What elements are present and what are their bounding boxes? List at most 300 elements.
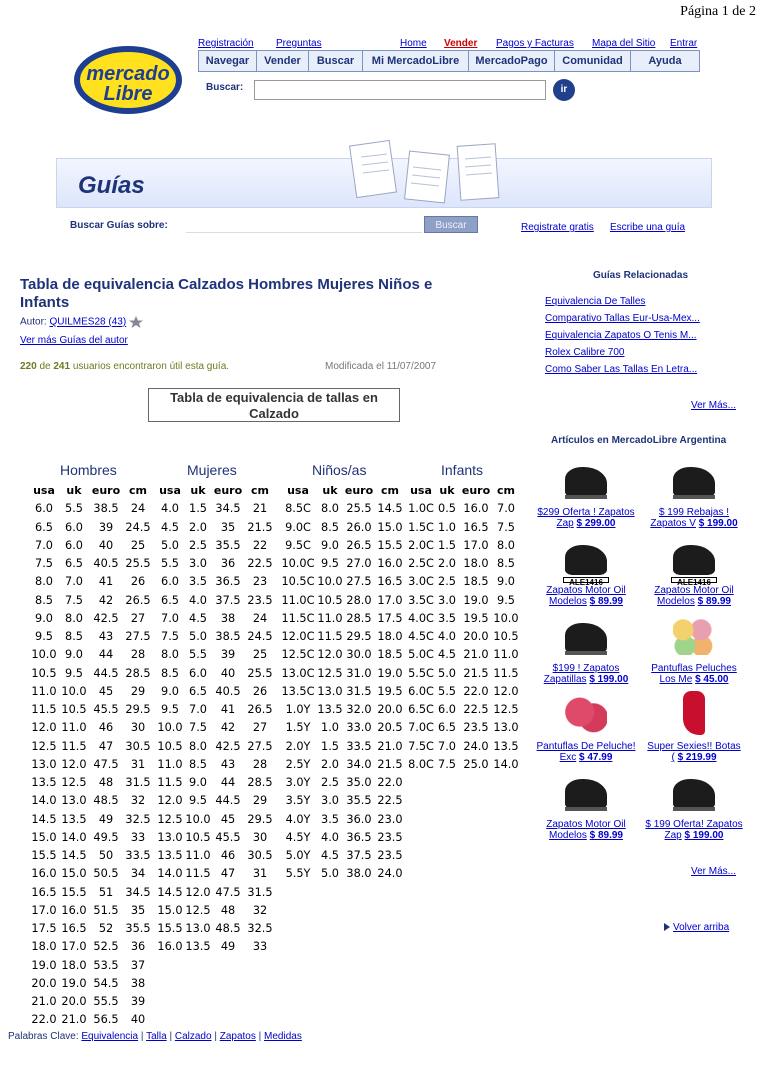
- table-cell: 10.0C: [281, 557, 315, 571]
- product-price[interactable]: $ 299.00: [576, 518, 616, 529]
- table-cell: 54.5: [93, 976, 119, 990]
- table-cell: 16.0: [31, 867, 57, 881]
- table-cell: 10.5C: [281, 575, 315, 589]
- nav-ayuda[interactable]: Ayuda: [648, 55, 682, 67]
- table-cell: 29.5: [247, 812, 273, 826]
- table-cell: 10.0: [185, 812, 211, 826]
- product-card[interactable]: [532, 611, 640, 685]
- shoe-icon[interactable]: [563, 455, 609, 505]
- boot-icon[interactable]: [671, 689, 717, 739]
- table-row: [155, 646, 275, 664]
- table-cell: 1.5Y: [285, 721, 311, 735]
- table-cell: 11.0: [185, 849, 211, 863]
- table-row: [279, 592, 405, 610]
- product-price[interactable]: $ 89.99: [589, 830, 623, 841]
- table-cell: 6.5: [65, 557, 83, 571]
- table-cell: 10.5: [185, 830, 211, 844]
- product-card[interactable]: [532, 767, 640, 841]
- table-cell: 36.0: [346, 812, 372, 826]
- column-header: uk: [66, 484, 82, 498]
- table-cell: 14.5: [377, 502, 403, 516]
- product-title[interactable]: $ 199 Rebajas !: [658, 507, 730, 518]
- table-cell: 7.0: [161, 611, 179, 625]
- table-cell: 1.0C: [408, 502, 434, 516]
- back-to-top[interactable]: Volver arriba: [664, 922, 729, 933]
- table-cell: 40.5: [215, 684, 241, 698]
- search-go-button[interactable]: ir: [553, 79, 575, 101]
- table-row: [28, 683, 152, 701]
- table-cell: 21.5: [377, 757, 403, 771]
- table-cell: 12.0: [493, 684, 519, 698]
- table-row: [28, 628, 152, 646]
- table-cell: 21.5: [463, 666, 489, 680]
- nav-mercadopago[interactable]: MercadoPago: [469, 51, 555, 71]
- table-cell: 25.5: [346, 502, 372, 516]
- table-cell: 48: [98, 776, 114, 790]
- table-row: [279, 646, 405, 664]
- product-subtitle[interactable]: Zap: [664, 830, 682, 841]
- table-cell: 17.0: [61, 940, 87, 954]
- table-cell: 38: [130, 976, 146, 990]
- product-subtitle[interactable]: Zap: [556, 518, 574, 529]
- table-cell: 11.5: [317, 630, 343, 644]
- table-cell: 44.5: [215, 794, 241, 808]
- guides-search-button[interactable]: Buscar: [424, 216, 478, 233]
- table-row: [155, 920, 275, 938]
- slipper-icon[interactable]: [563, 689, 609, 739]
- shoe-icon[interactable]: [563, 533, 609, 583]
- product-price[interactable]: $ 45.00: [695, 674, 729, 685]
- table-caption: Tabla de equivalencia de tallas en Calzado: [148, 388, 400, 422]
- more-guides-link[interactable]: Ver más Guías del autor: [20, 335, 128, 346]
- group-ninos: Niños/as: [312, 462, 367, 478]
- table-cell: 4.5: [189, 611, 207, 625]
- table-cell: 14.0: [61, 830, 87, 844]
- table-cell: 13.5: [157, 849, 183, 863]
- table-cell: 12.0: [61, 757, 87, 771]
- table-cell: 45.5: [93, 703, 119, 717]
- product-card[interactable]: [640, 611, 748, 685]
- table-row: [279, 792, 405, 810]
- table-cell: 17.0: [377, 593, 403, 607]
- product-subtitle[interactable]: Modelos: [549, 830, 587, 841]
- keyword-link[interactable]: Calzado: [174, 1031, 212, 1042]
- keyword-link[interactable]: Talla: [146, 1031, 167, 1042]
- column-header: usa: [159, 484, 181, 498]
- table-cell: 26: [130, 575, 146, 589]
- table-cell: 35.5: [346, 794, 372, 808]
- shoe-icon[interactable]: [563, 611, 609, 661]
- table-cell: 10.5: [157, 739, 183, 753]
- product-title[interactable]: Pantuflas Peluches: [651, 663, 737, 674]
- mapa-link[interactable]: Mapa del Sitio: [592, 38, 656, 49]
- table-cell: 9.0: [497, 575, 515, 589]
- table-cell: 31.5: [125, 776, 151, 790]
- column-header: usa: [287, 484, 309, 498]
- product-title[interactable]: Super Sexies!! Botas: [647, 741, 741, 752]
- table-cell: 13.0: [185, 922, 211, 936]
- table-cell: 16.0: [463, 502, 489, 516]
- group-mujeres: Mujeres: [187, 462, 237, 478]
- table-cell: 22.5: [247, 557, 273, 571]
- table-row: [155, 811, 275, 829]
- table-cell: 20.0: [61, 995, 87, 1009]
- table-cell: 9.5: [321, 557, 339, 571]
- table-cell: 30.5: [125, 739, 151, 753]
- product-subtitle[interactable]: Modelos: [657, 596, 695, 607]
- shoe-icon[interactable]: [671, 767, 717, 817]
- table-cell: 46: [98, 721, 114, 735]
- product-title[interactable]: $ 199 Oferta! Zapatos: [645, 819, 743, 830]
- table-row: [279, 610, 405, 628]
- related-link[interactable]: Equivalencia Zapatos O Tenis M...: [545, 330, 697, 341]
- product-subtitle[interactable]: Zapatos V: [650, 518, 696, 529]
- table-cell: 28.0: [346, 593, 372, 607]
- table-cell: 15.0: [31, 830, 57, 844]
- table-cell: 40: [98, 538, 114, 552]
- product-price[interactable]: $ 199.00: [589, 674, 629, 685]
- table-cell: 23.5: [377, 849, 403, 863]
- table-cell: 32.0: [346, 703, 372, 717]
- product-subtitle[interactable]: Zapatillas: [543, 674, 587, 685]
- table-row: [408, 500, 520, 518]
- nav-buscar[interactable]: Buscar: [309, 51, 363, 71]
- table-cell: 48: [220, 903, 236, 917]
- table-cell: 11.5: [61, 739, 87, 753]
- vender-link[interactable]: Vender: [444, 38, 478, 49]
- related-link[interactable]: Como Saber Las Tallas En Letra...: [545, 364, 698, 375]
- related-link[interactable]: Rolex Calibre 700: [545, 347, 625, 358]
- table-cell: 24.0: [377, 867, 403, 881]
- product-title[interactable]: Zapatos Motor Oil: [546, 585, 626, 596]
- author-line: [20, 316, 143, 328]
- table-cell: 16.0: [61, 903, 87, 917]
- table-row: [155, 719, 275, 737]
- table-cell: 2.5C: [408, 557, 434, 571]
- search-input[interactable]: [254, 80, 546, 100]
- pagos-link[interactable]: Pagos y Facturas: [496, 38, 574, 49]
- table-cell: 37.5: [215, 593, 241, 607]
- table-cell: 13.5: [31, 776, 57, 790]
- table-row: [28, 884, 152, 902]
- guides-search-label: Buscar Guías sobre:: [70, 220, 168, 231]
- nav-navegar[interactable]: Navegar: [199, 51, 257, 71]
- table-cell: 6.0: [189, 666, 207, 680]
- table-cell: 11.0: [61, 721, 87, 735]
- table-cell: 1.5: [438, 538, 456, 552]
- product-card[interactable]: [532, 455, 640, 529]
- keyword-link[interactable]: Medidas: [264, 1031, 302, 1042]
- table-cell: 11.5: [185, 867, 211, 881]
- column-header: euro: [213, 484, 243, 498]
- table-cell: 27.5: [247, 739, 273, 753]
- table-cell: 6.5C: [408, 703, 434, 717]
- table-cell: 4.0: [161, 502, 179, 516]
- ver-mas-link[interactable]: Ver Más...: [690, 400, 736, 411]
- slipper-icon[interactable]: [671, 611, 717, 661]
- table-cell: 6.0: [438, 703, 456, 717]
- table-row: [28, 738, 152, 756]
- keywords-label: Palabras Clave:: [8, 1031, 79, 1042]
- author-link[interactable]: QUILMES28 (43): [49, 316, 127, 328]
- table-cell: 23.5: [463, 721, 489, 735]
- table-cell: 4.0Y: [285, 812, 311, 826]
- table-cell: 3.5: [321, 812, 339, 826]
- table-cell: 20.0: [463, 630, 489, 644]
- table-cell: 32: [252, 903, 268, 917]
- table-cell: 45: [220, 812, 236, 826]
- svg-text:mercado: mercado: [86, 63, 170, 85]
- table-row: [408, 701, 520, 719]
- table-row: [408, 610, 520, 628]
- product-price[interactable]: $ 89.99: [589, 596, 623, 607]
- table-cell: 1.0: [438, 520, 456, 534]
- table-cell: 4.5C: [408, 630, 434, 644]
- product-price[interactable]: $ 219.99: [677, 752, 717, 763]
- product-title[interactable]: Zapatos Motor Oil: [546, 819, 626, 830]
- table-cell: 11.5: [157, 776, 183, 790]
- product-card[interactable]: [640, 689, 748, 763]
- table-cell: 6.5: [438, 721, 456, 735]
- table-cell: 26.5: [125, 593, 151, 607]
- column-header: cm: [381, 484, 399, 498]
- table-cell: 7.0: [438, 739, 456, 753]
- table-cell: 11.5: [31, 703, 57, 717]
- column-header: cm: [129, 484, 147, 498]
- table-cell: 32: [130, 794, 146, 808]
- table-cell: 52: [98, 922, 114, 936]
- table-cell: 10.0: [31, 648, 57, 662]
- table-cell: 19.0: [31, 958, 57, 972]
- table-row: [155, 884, 275, 902]
- table-row: [279, 555, 405, 573]
- table-cell: 13.5: [185, 940, 211, 954]
- table-cell: 5.5: [189, 648, 207, 662]
- table-cell: 36: [220, 557, 236, 571]
- table-cell: 10.5: [61, 703, 87, 717]
- table-cell: 12.5: [31, 739, 57, 753]
- nav-mimercadolibre[interactable]: Mi MercadoLibre: [363, 51, 469, 71]
- table-row: [408, 519, 520, 537]
- table-cell: 28: [130, 648, 146, 662]
- table-cell: 42.5: [215, 739, 241, 753]
- table-cell: 13.5: [493, 739, 519, 753]
- table-row: [408, 592, 520, 610]
- guides-banner: [56, 158, 712, 208]
- product-card[interactable]: [640, 455, 748, 529]
- product-price[interactable]: $ 89.99: [697, 596, 731, 607]
- table-row: [279, 519, 405, 537]
- table-cell: 39: [98, 520, 114, 534]
- table-cell: 30: [252, 830, 268, 844]
- table-row: [155, 592, 275, 610]
- table-row: [28, 573, 152, 591]
- table-cell: 26.0: [346, 520, 372, 534]
- table-cell: 11.5: [493, 666, 519, 680]
- shoe-icon[interactable]: [671, 533, 717, 583]
- notepads-icon: [347, 137, 507, 209]
- table-cell: 49: [98, 812, 114, 826]
- table-cell: 8.5: [497, 557, 515, 571]
- table-cell: 6.0: [161, 575, 179, 589]
- table-cell: 14.5: [157, 885, 183, 899]
- table-row: [408, 537, 520, 555]
- home-link[interactable]: Home: [400, 38, 427, 49]
- table-cell: 28.5: [125, 666, 151, 680]
- table-cell: 16.0: [157, 940, 183, 954]
- related-link[interactable]: Comparativo Tallas Eur-Usa-Mex...: [545, 313, 700, 324]
- guides-search-input[interactable]: [186, 217, 422, 233]
- write-guide-link[interactable]: Escribe una guía: [610, 222, 686, 233]
- table-cell: 8.0: [189, 739, 207, 753]
- table-cell: 10.5: [31, 666, 57, 680]
- keyword-link[interactable]: Zapatos: [219, 1031, 256, 1042]
- table-cell: 5.0Y: [285, 849, 311, 863]
- table-cell: 9.5: [35, 630, 53, 644]
- table-row: [28, 811, 152, 829]
- table-cell: 14.5: [31, 812, 57, 826]
- table-row: [155, 774, 275, 792]
- table-row: [155, 847, 275, 865]
- shoe-icon[interactable]: [563, 767, 609, 817]
- table-cell: 9.0: [189, 776, 207, 790]
- mercadolibre-logo[interactable]: [70, 38, 188, 128]
- register-link[interactable]: Registrate gratis: [521, 222, 594, 233]
- table-cell: 12.0: [185, 885, 211, 899]
- table-row: [279, 774, 405, 792]
- table-cell: 4.0: [438, 630, 456, 644]
- table-cell: 44: [220, 776, 236, 790]
- table-cell: 11.0: [493, 648, 519, 662]
- table-row: [28, 993, 152, 1011]
- table-cell: 42: [98, 593, 114, 607]
- nav-comunidad[interactable]: Comunidad: [555, 51, 631, 71]
- table-cell: 12.0: [31, 721, 57, 735]
- table-cell: 25.5: [247, 666, 273, 680]
- table-cell: 46: [220, 849, 236, 863]
- table-row: [155, 683, 275, 701]
- table-row: [279, 719, 405, 737]
- table-cell: 6.5: [189, 684, 207, 698]
- product-card[interactable]: [532, 689, 640, 763]
- product-price[interactable]: $ 199.00: [698, 518, 738, 529]
- table-cell: 9.0: [161, 684, 179, 698]
- product-title[interactable]: $199 ! Zapatos: [552, 663, 620, 674]
- product-card[interactable]: [532, 533, 640, 607]
- table-cell: 2.0Y: [285, 739, 311, 753]
- entrar-link[interactable]: Entrar: [670, 38, 698, 49]
- table-cell: 47.5: [215, 885, 241, 899]
- product-title[interactable]: Zapatos Motor Oil: [654, 585, 734, 596]
- table-cell: 27: [252, 721, 268, 735]
- table-cell: 8.0: [65, 611, 83, 625]
- table-cell: 37.5: [346, 849, 372, 863]
- table-row: [279, 537, 405, 555]
- table-cell: 42: [220, 721, 236, 735]
- table-cell: 34.5: [125, 885, 151, 899]
- keyword-link[interactable]: Equivalencia: [81, 1031, 139, 1042]
- table-cell: 8.5: [189, 757, 207, 771]
- table-cell: 1.0: [321, 721, 339, 735]
- table-cell: 38.0: [346, 867, 372, 881]
- table-cell: 15.5: [157, 922, 183, 936]
- table-cell: 21.0: [31, 995, 57, 1009]
- table-row: [28, 719, 152, 737]
- table-row: [28, 829, 152, 847]
- table-row: [279, 573, 405, 591]
- column-header: euro: [91, 484, 121, 498]
- product-price[interactable]: $ 47.99: [579, 752, 613, 763]
- table-cell: 13.5C: [281, 684, 315, 698]
- product-price[interactable]: $ 199.00: [684, 830, 724, 841]
- product-subtitle[interactable]: Exc: [559, 752, 577, 763]
- table-cell: 33.5: [346, 739, 372, 753]
- product-title[interactable]: $299 Oferta ! Zapatos: [537, 507, 635, 518]
- table-cell: 7.0: [497, 502, 515, 516]
- table-row: [28, 957, 152, 975]
- article-title: Tabla de equivalencia Calzados Hombres Mujeres Niños e Infants: [20, 276, 433, 311]
- table-cell: 17.0: [31, 903, 57, 917]
- table-cell: 2.0: [321, 757, 339, 771]
- table-cell: 4.5: [438, 648, 456, 662]
- table-cell: 8.0: [321, 502, 339, 516]
- table-cell: 18.0: [377, 630, 403, 644]
- table-row: [408, 719, 520, 737]
- author-label: Autor:: [20, 316, 47, 328]
- column-header: uk: [322, 484, 338, 498]
- table-cell: 35.5: [125, 922, 151, 936]
- registracion-link[interactable]: Registración: [198, 38, 254, 49]
- table-cell: 9.5: [497, 593, 515, 607]
- table-cell: 1.5C: [408, 520, 434, 534]
- product-card[interactable]: [640, 767, 748, 841]
- product-subtitle[interactable]: (: [671, 752, 675, 763]
- table-cell: 36.5: [215, 575, 241, 589]
- table-cell: 36.5: [346, 830, 372, 844]
- shoe-icon[interactable]: [671, 455, 717, 505]
- product-card[interactable]: [640, 533, 748, 607]
- table-cell: 27.5: [346, 575, 372, 589]
- product-title[interactable]: Pantuflas De Peluche!: [536, 741, 636, 752]
- table-cell: 33.5: [125, 849, 151, 863]
- related-link[interactable]: Equivalencia De Talles: [545, 296, 646, 307]
- table-cell: 11.0C: [281, 593, 315, 607]
- table-cell: 17.5: [31, 922, 57, 936]
- table-cell: 8.0: [161, 648, 179, 662]
- table-row: [28, 701, 152, 719]
- ver-mas-products-link[interactable]: Ver Más...: [690, 866, 736, 877]
- table-cell: 29: [252, 794, 268, 808]
- table-cell: 12.5: [185, 903, 211, 917]
- table-cell: 30: [130, 721, 146, 735]
- table-cell: 11.5C: [281, 611, 315, 625]
- table-cell: 26: [252, 684, 268, 698]
- product-subtitle[interactable]: Los Me: [659, 674, 693, 685]
- table-cell: 12.5: [61, 776, 87, 790]
- table-cell: 14.0: [493, 757, 519, 771]
- related-title: Guías Relacionadas: [593, 270, 689, 281]
- table-row: [279, 847, 405, 865]
- product-subtitle[interactable]: Modelos: [549, 596, 587, 607]
- table-cell: 21.0: [61, 1013, 87, 1027]
- preguntas-link[interactable]: Preguntas: [276, 38, 322, 49]
- table-cell: 11.0: [31, 684, 57, 698]
- nav-vender[interactable]: Vender: [257, 51, 309, 71]
- table-cell: 11.0: [317, 611, 343, 625]
- table-cell: 5.0: [321, 867, 339, 881]
- table-row: [155, 555, 275, 573]
- table-cell: 37: [130, 958, 146, 972]
